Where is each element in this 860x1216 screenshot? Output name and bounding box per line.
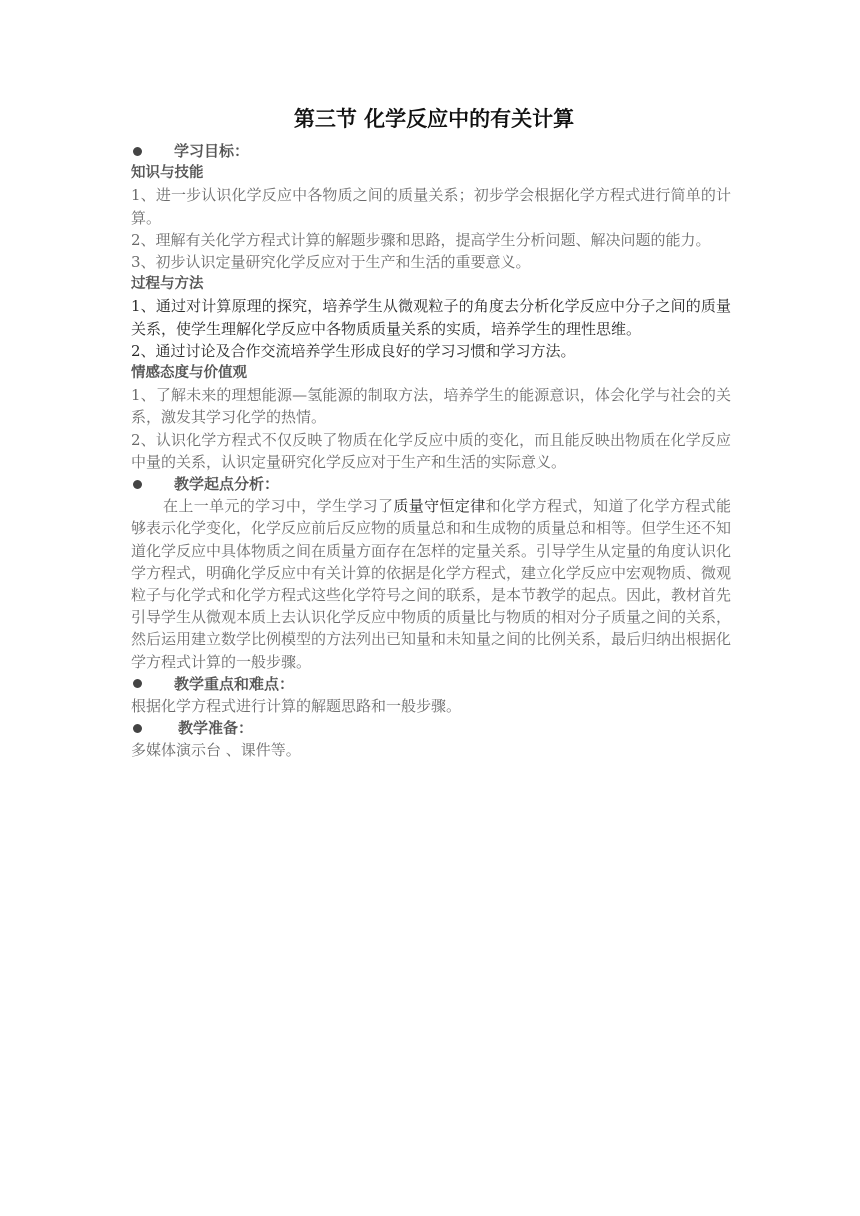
heading-text: 教学起点分析：: [174, 475, 280, 494]
bullet-icon: [133, 480, 142, 489]
process-label: 过程与方法: [131, 276, 204, 293]
knowledge-item: 3、初步认识定量研究化学反应对于生产和生活的重要意义。: [131, 253, 531, 271]
start-text-emphasis: 质量守恒定律: [393, 497, 486, 516]
keypoints-text: 根据化学方程式进行计算的解题思路和一般步骤。: [131, 697, 462, 716]
process-item: 2、通过讨论及合作交流培养学生形成良好的学习习惯和学习方法。: [131, 341, 576, 360]
section-start-heading: [131, 473, 731, 495]
section-keypoints-heading: [131, 673, 731, 695]
start-text-before: 在上一单元的学习中，学生学习了: [163, 497, 394, 516]
bullet-icon: [133, 147, 142, 156]
knowledge-item: 1、进一步认识化学反应中各物质之间的质量关系；初步学会根据化学方程式进行简单的计算。: [131, 186, 731, 227]
section-prep-heading: [131, 717, 731, 739]
knowledge-item: 2、理解有关化学方程式计算的解题步骤和思路，提高学生分析问题、解决问题的能力。: [131, 230, 711, 249]
heading-text: 教学重点和难点：: [174, 674, 295, 693]
knowledge-label: 知识与技能: [131, 165, 204, 182]
start-text-after: 和化学方程式，知道了化学方程式能够表示化学变化，化学反应前后反应物的质量总和和生成物的质量总和相等。但学生还不知道化学反应中具体物质之间在质量方面存在怎样的定量关系。引导学生从定量的角度认识化学方程式，明确化学反应中有关计算的依据是化学方程式，建立化学反应中宏观物质、微观粒子与化学式和化学方程式这些化学符号之间的联系，是本节教学的起点。因此，教材首先引导学生从微观本质上去认识化学反应中物质的质量比与物质的相对分子质量之间的关系，然后运用建立数学比例模型的方法列出已知量和未知量之间的比例关系，最后归纳出根据化学方程式计算的一般步骤。: [131, 497, 732, 671]
process-item: 1、通过对计算原理的探究，培养学生从微观粒子的角度去分析化学反应中分子之间的质量关系，使学生理解化学反应中各物质质量关系的实质，培养学生的理性思维。: [131, 297, 731, 338]
attitude-item: 2、认识化学方程式不仅反映了物质在化学反应中质的变化，而且能反映出物质在化学反应中量的关系，认识定量研究化学反应对于生产和生活的实际意义。: [131, 430, 731, 471]
section-goals-heading: [131, 140, 731, 162]
page-title: 第三节 化学反应中的有关计算: [293, 107, 575, 131]
attitude-item: 1、了解未来的理想能源—氢能源的制取方法，培养学生的能源意识，体会化学与社会的关系，激发其学习化学的热情。: [131, 386, 731, 427]
heading-text: 学习目标：: [174, 142, 250, 160]
document-page: [131, 104, 731, 762]
prep-text: 多媒体演示台 、课件等。: [131, 741, 301, 760]
bullet-icon: [133, 724, 142, 733]
bullet-icon: [133, 679, 142, 688]
heading-text: 教学准备：: [178, 719, 254, 738]
start-paragraph: [131, 495, 731, 673]
attitude-label: 情感态度与价值观: [131, 365, 247, 382]
